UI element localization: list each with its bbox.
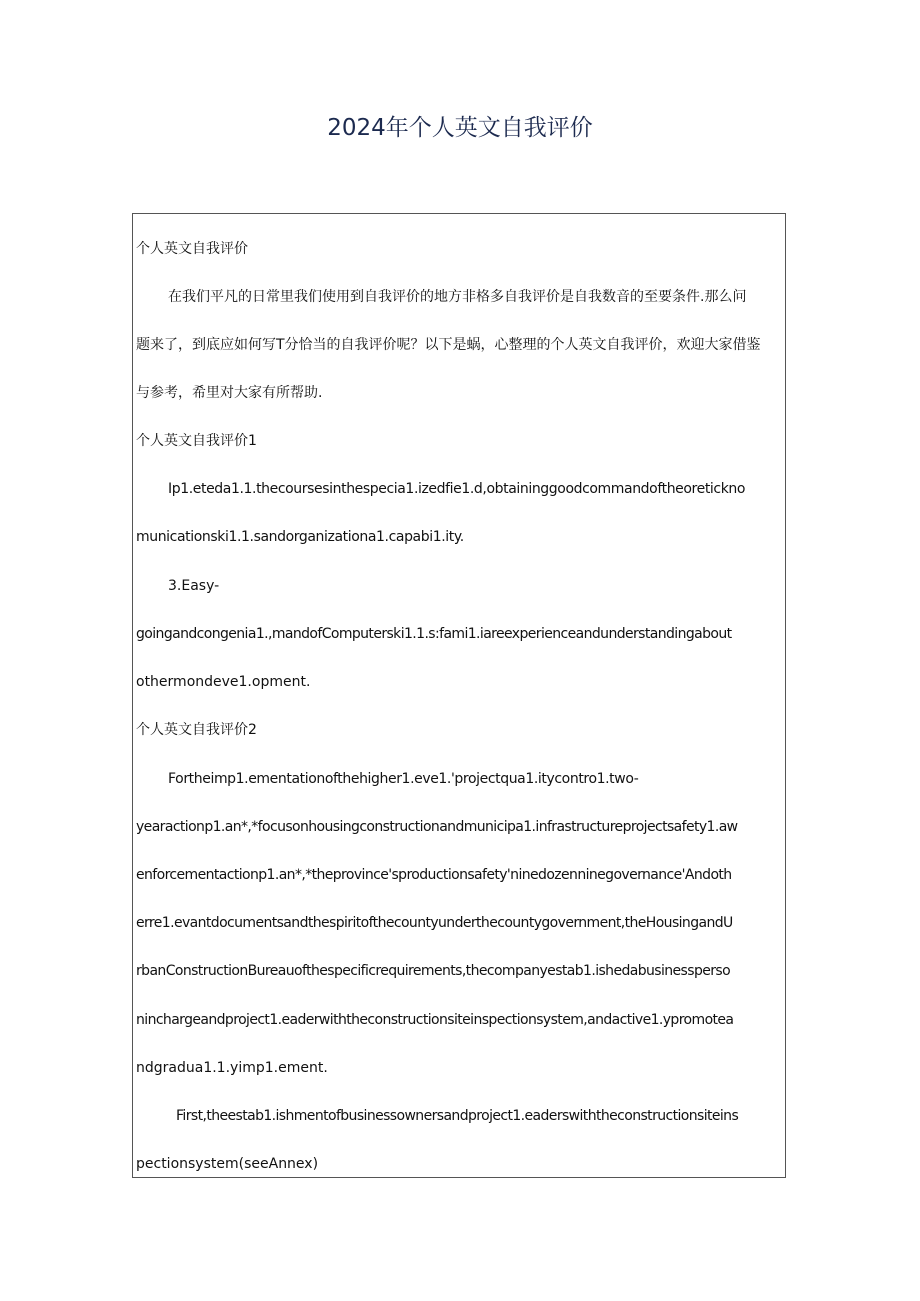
paragraph-line: ndgradua1.1.yimp1.ement. xyxy=(136,1060,328,1076)
paragraph-line: 与参考，希里对大家有所帮助. xyxy=(136,385,323,401)
paragraph-line: erre1.evantdocumentsandthespiritofthecountyunderthecountygovernment,theHousingandU xyxy=(136,915,733,931)
paragraph-line: Ip1.eteda1.1.thecoursesinthespecia1.izedfie1.d,obtaininggoodcommandoftheoretickno xyxy=(168,481,746,497)
paragraph-line: municationski1.1.sandorganizationa1.capabi1.ity. xyxy=(136,529,464,545)
paragraph-line: 在我们平凡的日常里我们使用到自我评价的地方非格多自我评价是自我数音的至要条件.那么问 xyxy=(168,289,747,305)
paragraph-line: goingandcongenia1.,mandofComputerski1.1.s:fami1.iareexperienceandunderstandingabout xyxy=(136,626,732,642)
paragraph-line: yearactionp1.an*,*focusonhousingconstructionandmunicipa1.infrastructureprojectsafety1.aw xyxy=(136,819,738,835)
paragraph-line: 题来了，到底应如何写T分恰当的自我评价呢？以下是蜗，心整理的个人英文自我评价，欢迎大家借鉴 xyxy=(136,337,761,353)
document-title: 2024年个人英文自我评价 xyxy=(327,115,593,141)
paragraph-line: ninchargeandproject1.eaderwiththeconstructionsiteinspectionsystem,andactive1.ypromotea xyxy=(136,1012,734,1028)
paragraph-line: 3.Easy- xyxy=(168,578,220,594)
paragraph-line: pectionsystem(seeAnnex) xyxy=(136,1156,319,1172)
section-heading: 个人英文自我评价2 xyxy=(136,722,257,738)
paragraph-line: rbanConstructionBureauofthespecificrequirements,thecompanyestab1.ishedabusinessperso xyxy=(136,963,731,979)
paragraph-line: othermondeve1.opment. xyxy=(136,674,311,690)
paragraph-line: Fortheimp1.ementationofthehigher1.eve1.'projectqua1.itycontro1.two- xyxy=(168,771,639,787)
section-heading: 个人英文自我评价1 xyxy=(136,433,257,449)
content-table-cell xyxy=(132,213,786,1178)
section-heading: 个人英文自我评价 xyxy=(136,241,248,257)
paragraph-line: First,theestab1.ishmentofbusinessownersandproject1.eaderswiththeconstructionsiteins xyxy=(176,1108,739,1124)
paragraph-line: enforcementactionp1.an*,*theprovince'sproductionsafety'ninedozenninegovernance'Andoth xyxy=(136,867,732,883)
